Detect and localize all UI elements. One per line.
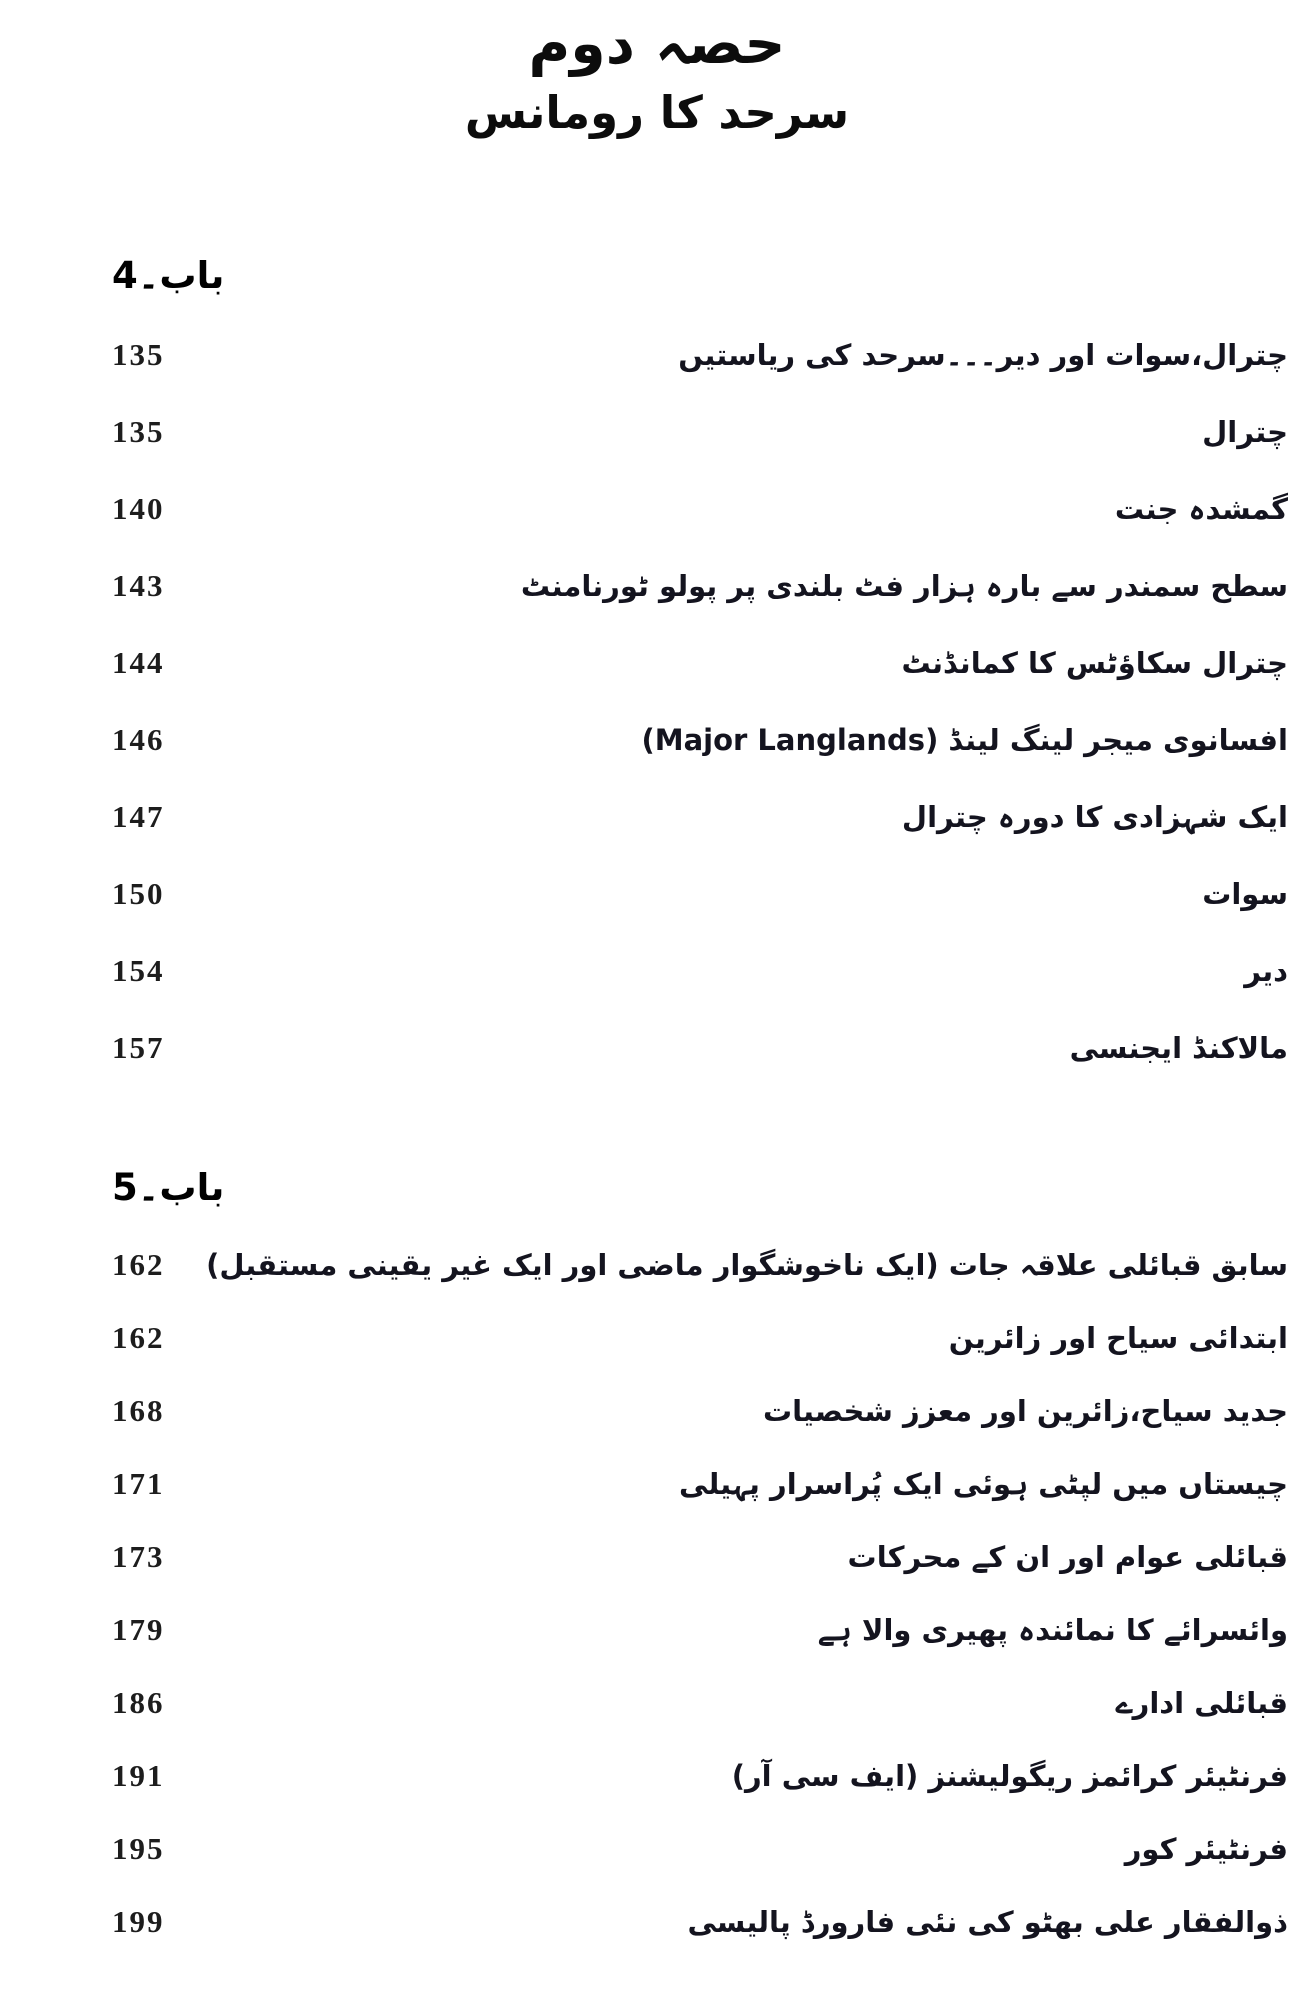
toc-page-number: 135 [112, 336, 165, 372]
part-subtitle: سرحد کا رومانس [464, 86, 850, 139]
toc-entry-title: چیستاں میں لپٹی ہوئی ایک پُراسرار پہیلی [679, 1466, 1288, 1501]
toc-entry-title: جدید سیاح،زائرین اور معزز شخصیات [763, 1393, 1288, 1428]
toc-row [112, 701, 1288, 778]
toc-page-number: 140 [112, 490, 165, 526]
toc-entry-title: فرنٹیئر کرائمز ریگولیشنز (ایف سی آر) [731, 1758, 1288, 1793]
toc-entry-title: دیر [1244, 953, 1288, 988]
toc-row [112, 393, 1288, 470]
toc-page-number: 162 [112, 1246, 165, 1282]
toc-entry-title: چترال سکاؤٹس کا کمانڈنٹ [901, 645, 1288, 680]
toc-entry-title: سوات [1202, 876, 1288, 911]
toc-page-number: 135 [112, 413, 165, 449]
toc-page-number: 168 [112, 1392, 165, 1428]
toc-entry-title: سابق قبائلی علاقہ جات (ایک ناخوشگوار ماضی اور ایک غیر یقینی مستقبل) [206, 1247, 1288, 1282]
toc-row [112, 624, 1288, 701]
toc-row [112, 547, 1288, 624]
toc-row [112, 316, 1288, 393]
toc-row [112, 778, 1288, 855]
toc-row [112, 1009, 1288, 1086]
toc-row [112, 1739, 1288, 1812]
toc-page-number: 186 [112, 1684, 165, 1720]
toc-page-number: 146 [112, 721, 165, 757]
toc-row [112, 1520, 1288, 1593]
toc-entry-title: فرنٹیئر کور [1124, 1831, 1288, 1866]
chapter-4-section [112, 246, 1288, 1086]
toc-entry-title: ذوالفقار علی بھٹو کی نئی فارورڈ پالیسی [687, 1904, 1288, 1939]
toc-entry-title: ایک شہزادی کا دورہ چترال [901, 799, 1288, 834]
toc-page-number: 144 [112, 644, 165, 680]
toc-row [112, 1228, 1288, 1301]
chapter-5-section [112, 1158, 1288, 1958]
toc-row [112, 1301, 1288, 1374]
toc-row [112, 855, 1288, 932]
part-title: حصہ دوم [528, 11, 786, 77]
toc-page-number: 162 [112, 1319, 165, 1355]
toc-row [112, 932, 1288, 1009]
toc-entry-title: وائسرائے کا نمائندہ پھیری والا ہے [817, 1612, 1288, 1647]
toc-row [112, 1885, 1288, 1958]
toc-page-number: 157 [112, 1029, 165, 1065]
toc-entry-title: افسانوی میجر لینگ لینڈ (Major Langlands) [641, 722, 1288, 757]
toc-page-number: 179 [112, 1611, 165, 1647]
toc-entry-title: قبائلی ادارے [1115, 1685, 1288, 1720]
toc-page-number: 147 [112, 798, 165, 834]
toc-page-number: 150 [112, 875, 165, 911]
toc-page-number: 171 [112, 1465, 165, 1501]
toc-page-number: 143 [112, 567, 165, 603]
toc-page-number: 154 [112, 952, 165, 988]
toc-row [112, 1812, 1288, 1885]
toc-page-number: 195 [112, 1830, 165, 1866]
toc-entry-title: مالاکنڈ ایجنسی [1069, 1030, 1288, 1065]
toc-entry-title: سطح سمندر سے بارہ ہزار فٹ بلندی پر پولو ٹورنامنٹ [520, 568, 1288, 603]
toc-entry-title: ابتدائی سیاح اور زائرین [948, 1320, 1288, 1355]
toc-entry-title: قبائلی عوام اور ان کے محرکات [847, 1539, 1288, 1574]
toc-page-number: 173 [112, 1538, 165, 1574]
toc-entry-title: چترال [1202, 414, 1288, 449]
toc-page-number: 199 [112, 1903, 165, 1939]
toc-row [112, 470, 1288, 547]
chapter-4-heading: باب۔4 [112, 253, 225, 297]
toc-row [112, 1593, 1288, 1666]
toc-entry-title: چترال،سوات اور دیر۔۔۔سرحد کی ریاستیں [678, 337, 1288, 372]
chapter-5-heading: باب۔5 [112, 1165, 225, 1209]
toc-row [112, 1447, 1288, 1520]
toc-row [112, 1666, 1288, 1739]
part-header [0, 4, 1314, 142]
toc-entry-title: گمشدہ جنت [1114, 491, 1288, 526]
toc-page-number: 191 [112, 1757, 165, 1793]
toc-row [112, 1374, 1288, 1447]
